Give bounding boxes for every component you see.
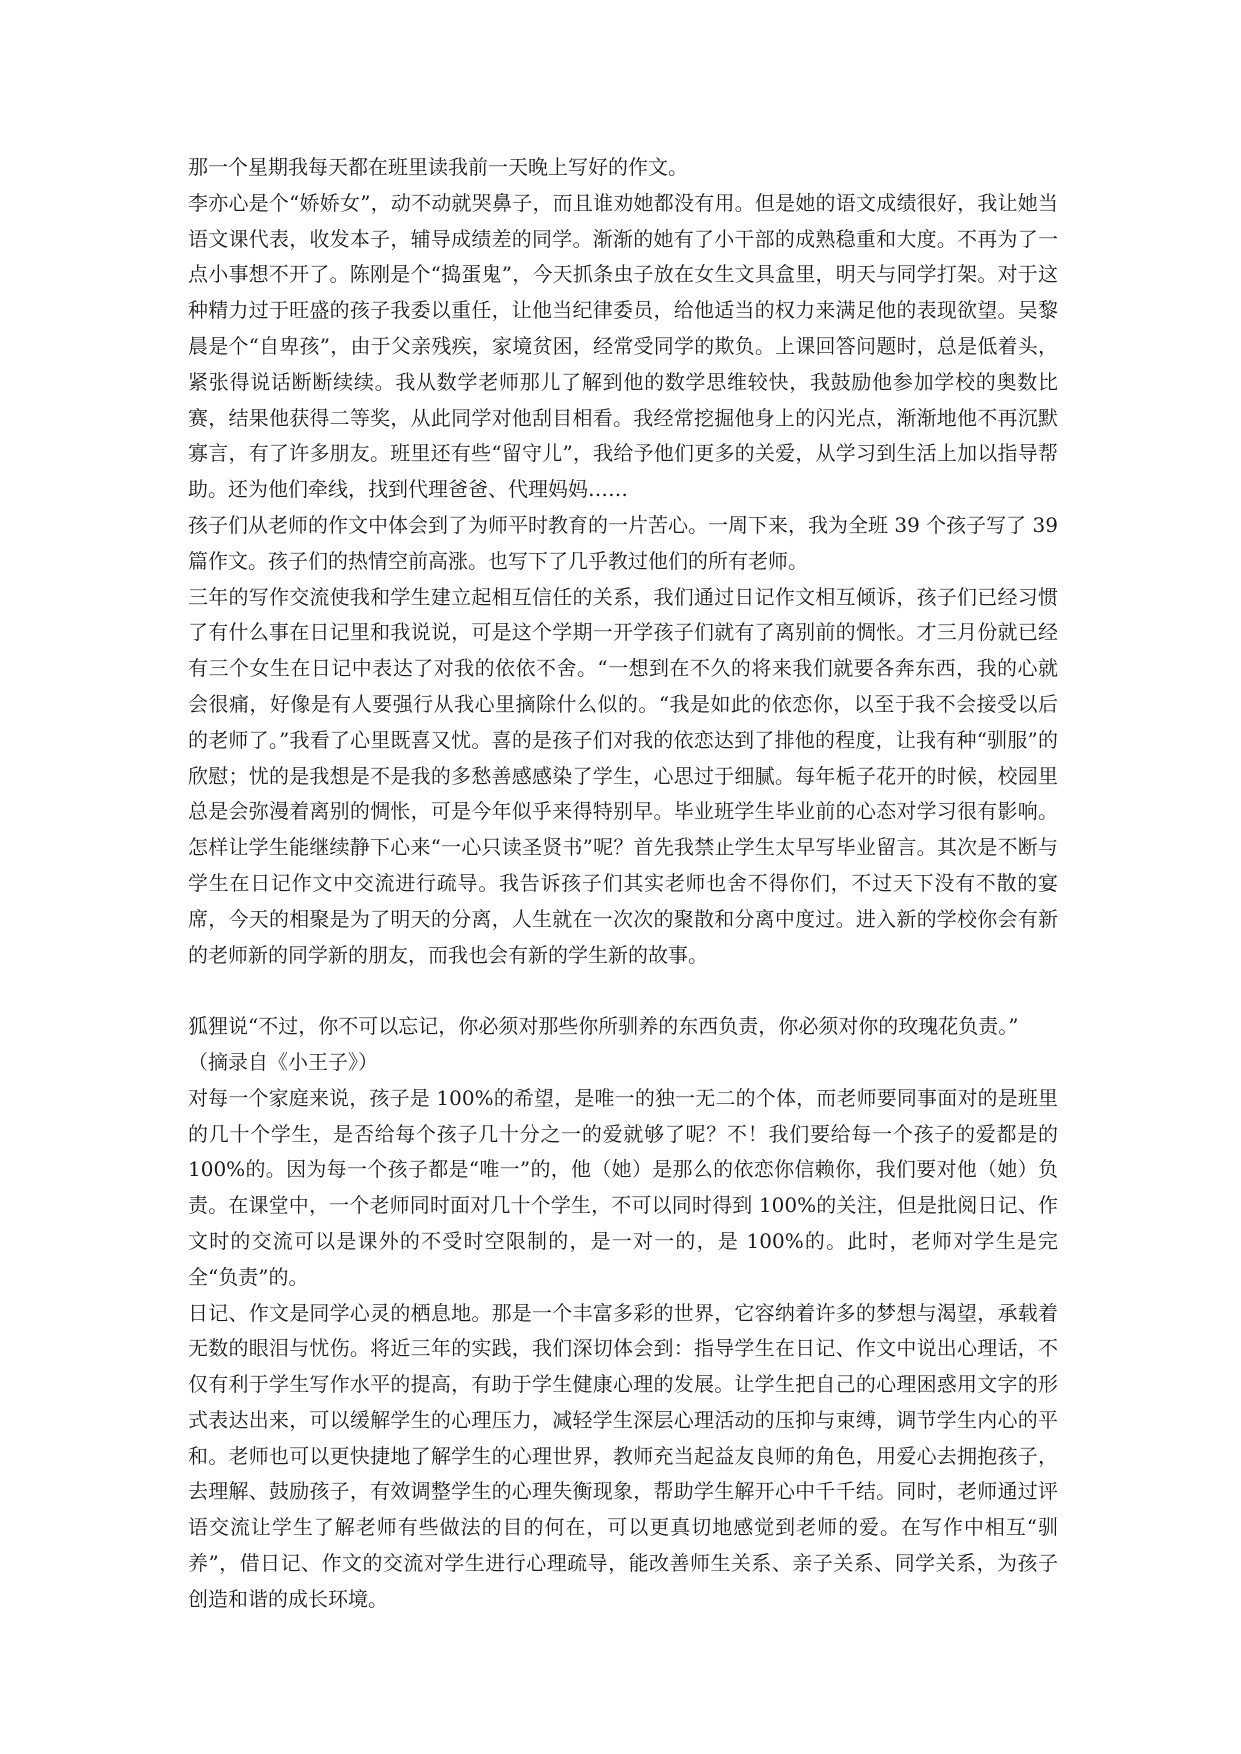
blank-line	[188, 973, 1058, 1009]
quote-paragraph: 狐狸说“不过，你不可以忘记，你必须对那些你所驯养的东西负责，你必须对你的玫瑰花负责。”	[188, 1014, 1019, 1039]
quote-source: （摘录自《小王子》）	[188, 1049, 378, 1074]
paragraph: 孩子们从老师的作文中体会到了为师平时教育的一片苦心。一周下来，我为全班 39 个孩子写了 39 篇作文。孩子们的热情空前高涨。也写下了几乎教过他们的所有老师。	[188, 512, 1058, 573]
paragraph: 日记、作文是同学心灵的栖息地。那是一个丰富多彩的世界，它容纳着许多的梦想与渴望，承载着无数的眼泪与忧伤。将近三年的实践，我们深切体会到：指导学生在日记、作文中说出心理话，不仅有利于学生写作水平的提高，有助于学生健康心理的发展。让学生把自己的心理困惑用文字的形式表达出来，可以缓解学生的心理压力，减轻学生深层心理活动的压抑与束缚，调节学生内心的平和。老师也可以更快捷地了解学生的心理世界，教师充当起益友良师的角色，用爱心去拥抱孩子，去理解、鼓励孩子，有效调整学生的心理失衡现象，帮助学生解开心中千千结。同时，老师通过评语交流让学生了解老师有些做法的目的何在，可以更真切地感觉到老师的爱。在写作中相互“驯养”，借日记、作文的交流对学生进行心理疏导，能改善师生关系、亲子关系、同学关系，为孩子创造和谐的成长环境。	[188, 1300, 1058, 1611]
paragraph: 李亦心是个“娇娇女”，动不动就哭鼻子，而且谁劝她都没有用。但是她的语文成绩很好，我让她当语文课代表，收发本子，辅导成绩差的同学。渐渐的她有了小干部的成熟稳重和大度。不再为了一点小事想不开了。陈刚是个“捣蛋鬼”，今天抓条虫子放在女生文具盒里，明天与同学打架。对于这种精力过于旺盛的孩子我委以重任，让他当纪律委员，给他适当的权力来满足他的表现欲望。吴黎晨是个“自卑孩”，由于父亲残疾，家境贫困，经常受同学的欺负。上课回答问题时，总是低着头，紧张得说话断断续续。我从数学老师那儿了解到他的数学思维较快，我鼓励他参加学校的奥数比赛，结果他获得二等奖，从此同学对他刮目相看。我经常挖掘他身上的闪光点，渐渐地他不再沉默寡言，有了许多朋友。班里还有些“留守儿”，我给予他们更多的关爱，从学习到生活上加以指导帮助。还为他们牵线，找到代理爸爸、代理妈妈……	[188, 190, 1058, 502]
document-body	[188, 150, 1058, 1618]
paragraph: 三年的写作交流使我和学生建立起相互信任的关系，我们通过日记作文相互倾诉，孩子们已经习惯了有什么事在日记里和我说说，可是这个学期一开学孩子们就有了离别前的惆怅。才三月份就已经有三个女生在日记中表达了对我的依依不舍。“一想到在不久的将来我们就要各奔东西，我的心就会很痛，好像是有人要强行从我心里摘除什么似的。“我是如此的依恋你，以至于我不会接受以后的老师了。”我看了心里既喜又忧。喜的是孩子们对我的依恋达到了排他的程度，让我有种“驯服”的欣慰；忧的是我想是不是我的多愁善感感染了学生，心思过于细腻。每年栀子花开的时候，校园里总是会弥漫着离别的惆怅，可是今年似乎来得特别早。毕业班学生毕业前的心态对学习很有影响。怎样让学生能继续静下心来“一心只读圣贤书”呢？首先我禁止学生太早写毕业留言。其次是不断与学生在日记作文中交流进行疏导。我告诉孩子们其实老师也舍不得你们，不过天下没有不散的宴席，今天的相聚是为了明天的分离，人生就在一次次的聚散和分离中度过。进入新的学校你会有新的老师新的同学新的朋友，而我也会有新的学生新的故事。	[188, 584, 1058, 967]
paragraph: 那一个星期我每天都在班里读我前一天晚上写好的作文。	[188, 155, 688, 179]
paragraph: 对每一个家庭来说，孩子是 100%的希望，是唯一的独一无二的个体，而老师要同事面对的是班里的几十个学生，是否给每个孩子几十分之一的爱就够了呢？不！我们要给每一个孩子的爱都是的 100%的。因为每一个孩子都是“唯一”的，他（她）是那么的依恋你信赖你，我们要对他（她）负责。在课堂中，一个老师同时面对几十个学生，不可以同时得到 100%的关注，但是批阅日记、作文时的交流可以是课外的不受时空限制的，是一对一的，是 100%的。此时，老师对学生是完全“负责”的。	[188, 1085, 1058, 1289]
